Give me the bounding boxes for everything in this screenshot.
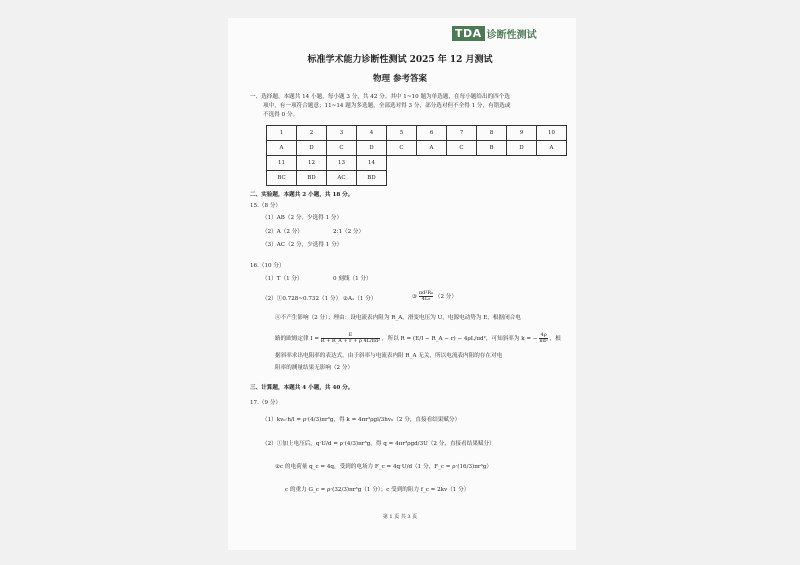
q16-1b: 0 刻线（1 分） <box>333 276 372 282</box>
table-cell: C <box>447 141 477 156</box>
page-footer: 第 1 页 共 3 页 <box>382 514 418 520</box>
slope-fraction <box>539 333 548 344</box>
q15-3: （3）AC（2 分，少选得 1 分） <box>262 242 343 248</box>
table-row <box>267 156 567 171</box>
circled-3: ③ <box>412 294 418 300</box>
table-cell: 4 <box>357 126 387 141</box>
q16-7: 阻率的测量结果无影响（2 分） <box>275 365 354 371</box>
table-cell: A <box>417 141 447 156</box>
table-cell: 11 <box>267 156 297 171</box>
answer-table <box>266 125 567 186</box>
table-cell: BD <box>297 171 327 186</box>
fraction-numerator: πd²R₀ <box>418 290 434 296</box>
section1-line2: 项中，有一项符合题意；11~14 题为多选题，全部选对得 3 分，部分选对但不全得 1 分，有错选或 <box>263 103 511 109</box>
fraction-denominator: πd² <box>539 338 548 344</box>
table-cell: 3 <box>327 126 357 141</box>
table-cell: 8 <box>477 126 507 141</box>
q17-3: ②c 的电荷量 q_c = 4q，受到的电场力 F_c = 4q·U/d（1 分，F_c = ρ·(16/3)πr³g） <box>275 464 492 470</box>
q16-2c <box>412 291 457 302</box>
table-cell: 7 <box>447 126 477 141</box>
table-cell: 6 <box>417 126 447 141</box>
q17-2: （2）①加上电压后，q·U/d = ρ·(4/3)πr³g，得 q = 4πr³ρgd/3U（2 分，直接看结果赋分） <box>262 441 495 447</box>
section2-heading: 二、实验题，本题共 2 小题，共 18 分。 <box>250 192 354 198</box>
table-cell: D <box>297 141 327 156</box>
table-cell: 12 <box>297 156 327 171</box>
doc-title: 标准学术能力诊断性测试 2025 年 12 月测试 <box>307 55 493 65</box>
logo-box: TDA <box>452 26 485 41</box>
table-cell: 13 <box>327 156 357 171</box>
table-cell: BC <box>267 171 297 186</box>
logo-text: 诊断性测试 <box>486 30 537 41</box>
score-note: （2 分） <box>434 294 457 300</box>
table-cell: C <box>327 141 357 156</box>
q16-4: ④不产生影响（2 分）；理由：设电流表内阻为 R_A，滑变电压为 U，电源电动势为 E，根据闭合电 <box>275 315 521 321</box>
table-row <box>267 126 567 141</box>
q16-5 <box>275 333 561 344</box>
table-cell: D <box>507 141 537 156</box>
fraction-numerator: E <box>321 333 380 339</box>
fraction-denominator: R + R_A + r + ρ 4L/πd² <box>320 338 381 344</box>
table-cell: AC <box>327 171 357 186</box>
q16-2a: （2）①0.728~0.732（1 分） <box>262 296 342 302</box>
q15-1: （1）AB（2 分，少选得 1 分） <box>262 215 343 221</box>
fraction-numerator: 4ρ <box>540 332 547 338</box>
q17-1: （1）kv₀·h/l = ρ·(4/3)πr³g，得 k = 4πr³ρgl/3hv₀（2 分，直接看结果赋分） <box>262 417 461 423</box>
table-cell: 14 <box>357 156 387 171</box>
table-cell: 9 <box>507 126 537 141</box>
q15-label: 15.（8 分） <box>250 203 282 209</box>
slope-text: ，所以 R = (E/I − R_A − r) − 4ρL/πd²，可知斜率为 k = − <box>381 336 538 342</box>
ohm-law-text: 路的欧姆定律 I = <box>275 336 320 342</box>
q16-1a: （1）T（1 分） <box>262 276 303 282</box>
table-row <box>267 171 567 186</box>
table-cell: 1 <box>267 126 297 141</box>
table-cell: D <box>357 141 387 156</box>
slope-tail: ，根 <box>549 336 561 342</box>
table-cell: BD <box>357 171 387 186</box>
q15-2a: （2）A（2 分） <box>262 229 303 235</box>
ohm-law-fraction <box>321 333 380 344</box>
table-cell: 2 <box>297 126 327 141</box>
tda-logo <box>452 26 537 41</box>
q17-label: 17.（9 分） <box>250 400 282 406</box>
table-cell: 10 <box>537 126 567 141</box>
q15-2b: 2:1（2 分） <box>333 229 365 235</box>
table-row <box>267 141 567 156</box>
section1-line1: 一、选择题，本题共 14 小题，每小题 3 分，共 42 分。其中 1~10 题为单选题，在每小题给出的四个选 <box>250 94 510 100</box>
q17-4: c 的重力 G_c = ρ·(32/3)πr³g（1 分）；c 受到的阻力 f_c = 2kv（1 分） <box>285 487 470 493</box>
table-cell: C <box>387 141 417 156</box>
resistivity-fraction <box>419 291 433 302</box>
q16-2b: ②A₁（1 分） <box>343 296 377 302</box>
section1-line3: 不选得 0 分。 <box>263 112 299 118</box>
table-cell: A <box>267 141 297 156</box>
table-cell: B <box>477 141 507 156</box>
table-cell: 5 <box>387 126 417 141</box>
q16-6: 据斜率求出电阻率的表达式，由于斜率与电流表内阻 R_A 无关，所以电流表内阻的存在对电 <box>275 353 503 359</box>
section3-heading: 三、计算题，本题共 4 小题，共 40 分。 <box>250 385 354 391</box>
fraction-denominator: 4L₀ <box>421 296 431 302</box>
q16-label: 16.（10 分） <box>250 263 285 269</box>
table-cell: A <box>537 141 567 156</box>
doc-subtitle: 物理 参考答案 <box>373 74 427 84</box>
